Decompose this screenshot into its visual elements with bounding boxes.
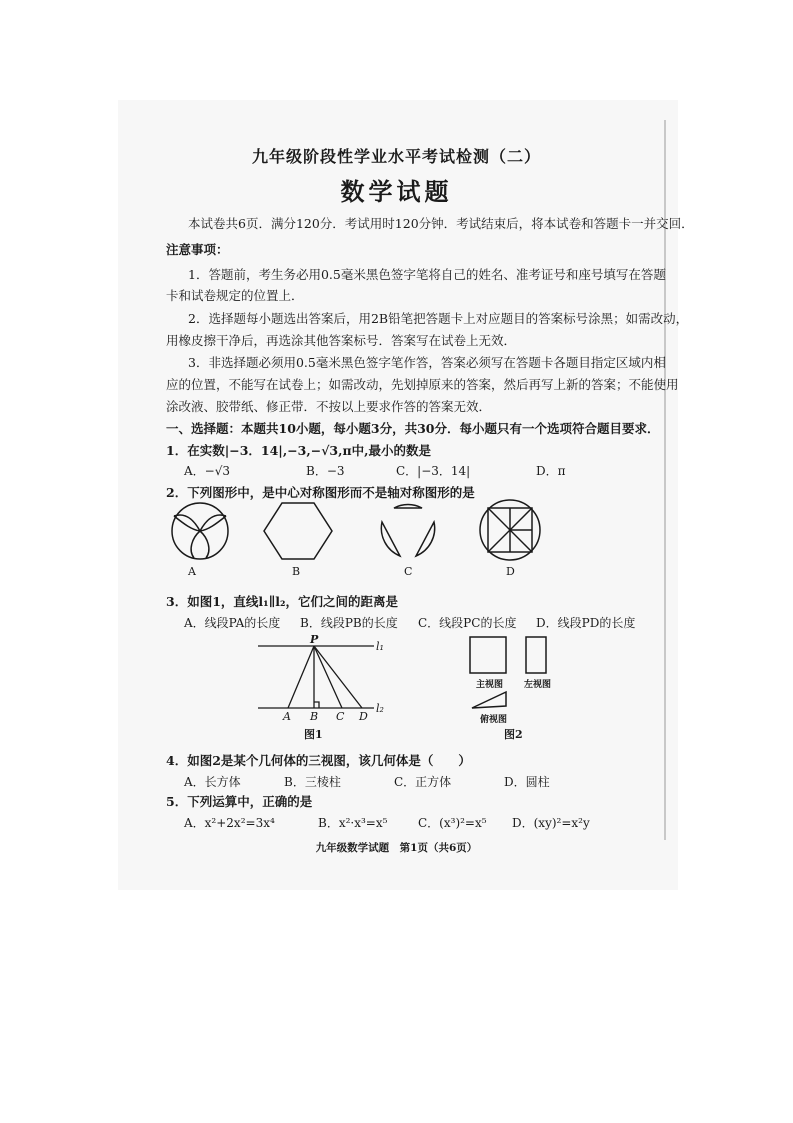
question-3-stem: 3．如图1，直线l₁∥l₂，它们之间的距离是 <box>166 594 398 609</box>
q1-option-a: A．−√3 <box>184 464 231 478</box>
q5-option-a: A．x²+2x²=3x⁴ <box>184 816 275 830</box>
notice-item-2-line-2: 用橡皮擦干净后，再选涂其他答案标号．答案写在试卷上无效． <box>166 333 517 348</box>
q1-option-c: C．|−3．14| <box>396 464 471 478</box>
question-1-stem: 1．在实数|−3．14|,−3,−√3,π中,最小的数是 <box>166 443 431 458</box>
intro-text: 本试卷共6页．满分120分．考试用时120分钟．考试结束后，将本试卷和答题卡一并交回． <box>188 216 694 231</box>
fig1-point-d: D <box>359 710 368 723</box>
q1-option-d: D．π <box>536 464 566 478</box>
subject-title: 数学试题 <box>340 177 453 206</box>
q5-option-d: D．(xy)²=x²y <box>512 816 590 830</box>
fig2-top-view-label: 俯视图 <box>480 715 508 725</box>
q3-option-d: D．线段PD的长度 <box>536 616 636 630</box>
fig1-point-a: A <box>283 710 291 723</box>
question-4-stem: 4．如图2是某个几何体的三视图，该几何体是（ ） <box>166 753 471 768</box>
notice-heading: 注意事项： <box>166 242 229 257</box>
q5-option-b: B．x²·x³=x⁵ <box>318 816 388 830</box>
fig1-point-b: B <box>310 710 319 723</box>
q2-label-c: C <box>404 565 413 578</box>
fig1-caption: 图1 <box>304 728 323 741</box>
q2-label-d: D <box>506 565 515 578</box>
q2-figure-b <box>262 500 334 562</box>
fig1-line-l1: l₁ <box>376 640 384 653</box>
fig1-point-c: C <box>336 710 345 723</box>
section-1-heading: 一、选择题：本题共10小题，每小题3分，共30分．每小题只有一个选项符合题目要求． <box>166 421 660 436</box>
q1-option-b: B．−3 <box>306 464 345 478</box>
q3-option-a: A．线段PA的长度 <box>184 616 281 630</box>
figure-2-three-views <box>466 634 556 714</box>
q4-option-b: B．三棱柱 <box>284 775 341 789</box>
notice-item-1-line-2: 卡和试卷规定的位置上． <box>166 288 304 303</box>
question-2-stem: 2．下列图形中，是中心对称图形而不是轴对称图形的是 <box>166 485 475 500</box>
fig2-left-view-label: 左视图 <box>524 680 552 690</box>
q2-figure-a <box>164 500 236 562</box>
q4-option-d: D．圆柱 <box>504 775 550 789</box>
page-footer: 九年级数学试题 第1页（共6页） <box>315 842 478 854</box>
q4-option-a: A．长方体 <box>184 775 241 789</box>
q3-option-b: B．线段PB的长度 <box>300 616 398 630</box>
question-5-stem: 5．下列运算中，正确的是 <box>166 794 313 809</box>
q3-option-c: C．线段PC的长度 <box>418 616 517 630</box>
notice-item-3-line-2: 应的位置，不能写在试卷上；如需改动，先划掉原来的答案，然后再写上新的答案；不能使用 <box>166 377 679 392</box>
figure-1-parallel-lines <box>256 636 386 718</box>
fig1-line-l2: l₂ <box>376 702 384 715</box>
notice-item-3-line-1: 3．非选择题必须用0.5毫米黑色签字笔作答，答案必须写在答题卡各题目指定区域内相 <box>188 355 666 370</box>
notice-item-3-line-3: 涂改液、胶带纸、修正带．不按以上要求作答的答案无效． <box>166 399 492 414</box>
q5-option-c: C．(x³)²=x⁵ <box>418 816 487 830</box>
fig2-front-view-label: 主视图 <box>476 680 504 690</box>
q2-label-a: A <box>188 565 196 578</box>
notice-item-1-line-1: 1．答题前，考生务必用0.5毫米黑色签字笔将自己的姓名、准考证号和座号填写在答题 <box>188 267 666 282</box>
exam-title: 九年级阶段性学业水平考试检测（二） <box>251 147 541 166</box>
q4-option-c: C．正方体 <box>394 775 452 789</box>
notice-item-2-line-1: 2．选择题每小题选出答案后，用2B铅笔把答题卡上对应题目的答案标号涂黑；如需改动， <box>188 311 689 326</box>
q2-figure-d <box>474 498 546 562</box>
fig2-caption: 图2 <box>504 728 523 741</box>
q2-label-b: B <box>292 565 301 578</box>
fig1-point-p: P <box>310 633 319 646</box>
q2-figure-c <box>372 498 444 562</box>
